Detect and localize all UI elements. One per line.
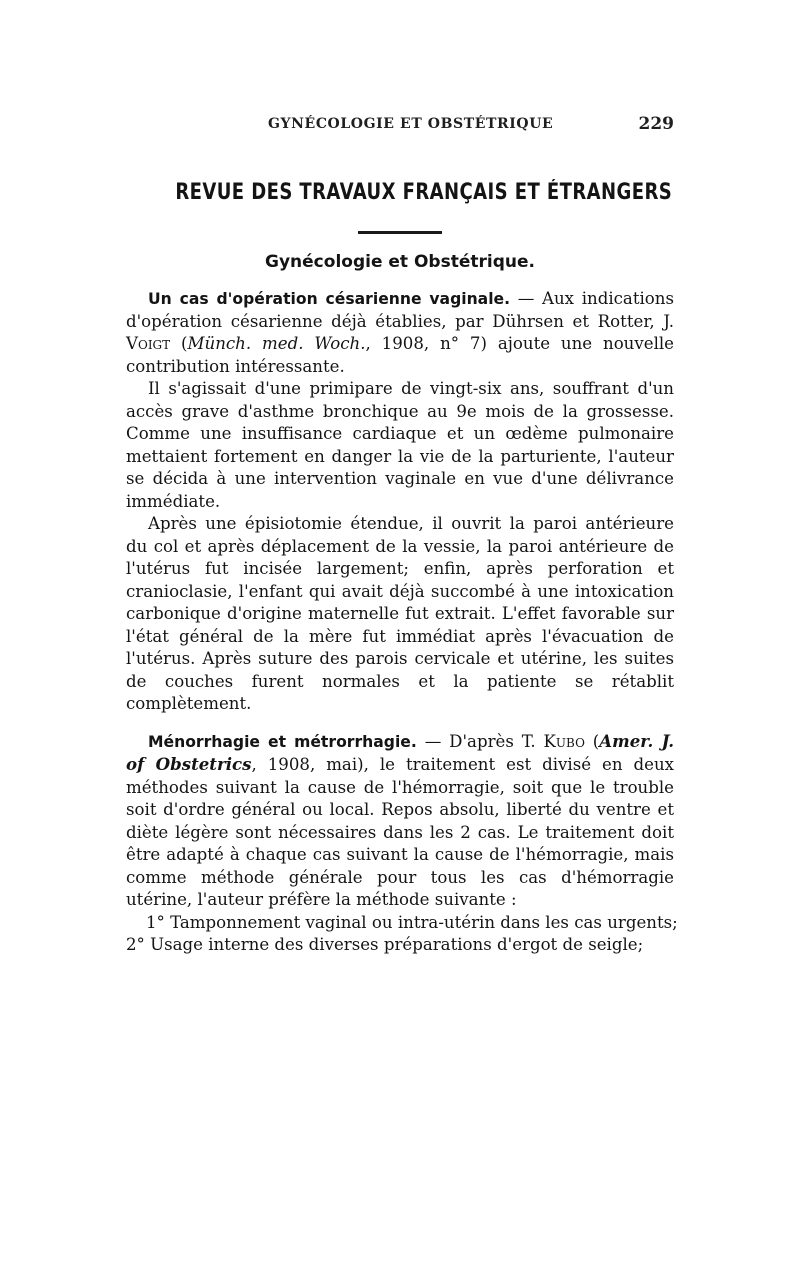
treatment-item-2: 2° Usage interne des diverses préparations d'ergot de seigle; <box>126 935 644 954</box>
article-2-author: Kubo <box>543 731 585 751</box>
running-title: GYNÉCOLOGIE ET OBSTÉTRIQUE <box>268 116 554 132</box>
article-1-intro <box>126 288 674 378</box>
article-2-journal: Amer. J. of Obstetrics <box>126 730 674 774</box>
section-title: Gynécologie et Obstétrique. <box>265 252 535 272</box>
article-2-intro <box>126 730 674 912</box>
article-2-heading: Ménorrhagie et métrorrhagie. <box>148 732 417 751</box>
article-1-cite-rest: , 1908, n° 7) ajoute une nouvelle contribution intéressante. <box>126 334 675 376</box>
article-2-cite-open: ( <box>584 731 600 751</box>
main-title: REVUE DES TRAVAUX FRANÇAIS ET ÉTRANGERS <box>175 180 673 205</box>
treatment-item-1: 1° Tamponnement vaginal ou intra-utérin dans les cas urgents; <box>146 912 678 932</box>
article-1-cite-open: ( <box>170 334 188 353</box>
article-1-heading: Un cas d'opération césarienne vaginale. <box>148 290 511 308</box>
article-1-intro-text: — Aux indications d'opération césarienne déjà établies, par Dührsen et Rotter, J. <box>126 289 674 331</box>
page-number: 229 <box>638 114 674 134</box>
book-page <box>126 112 678 957</box>
article-1-journal: Münch. med. Woch. <box>187 334 366 353</box>
running-header <box>126 112 674 140</box>
article-2-intro-a: — D'après T. <box>416 731 544 751</box>
article-2-intro-b: , 1908, mai), le traitement est divisé en deux méthodes suivant la cause de l'hémorragie, soit que le trouble soit d'ordre général ou local. Repos absolu, liberté du ventre et diète légère sont nécessaires dans les 2 cas. Le traitement doit être adapté à chaque cas suivant la cause de l'hémorragie, mais comme méthode générale pour tous les cas d'hémorragie utérine, l'auteur préfère la méthode suivante : <box>126 755 674 909</box>
title-divider <box>358 231 442 234</box>
article-1-author: Voigt <box>126 334 171 353</box>
article-1-paragraph-3: Après une épisiotomie étendue, il ouvrit la paroi antérieure du col et après déplacement de la vessie, la paroi antérieure de l'utérus fut incisée largement; enfin, après perforation et cranioclasie, l'enfant qui avait déjà succombé à une intoxication carbonique d'origine maternelle fut extrait. L'effet favorable sur l'état général de la mère fut immédiat après l'évacuation de l'utérus. Après suture des parois cervicale et utérine, les suites de couches furent normales et la patiente se rétablit complètement. <box>126 514 674 713</box>
article-1-paragraph-2: Il s'agissait d'une primipare de vingt-six ans, souffrant d'un accès grave d'asthme bronchique au 9e mois de la grossesse. Comme une insuffisance cardiaque et un œdème pulmonaire mettaient fortement en danger la vie de la parturiente, l'auteur se décida à une intervention vaginale en vue d'une délivrance immédiate. <box>126 379 674 511</box>
